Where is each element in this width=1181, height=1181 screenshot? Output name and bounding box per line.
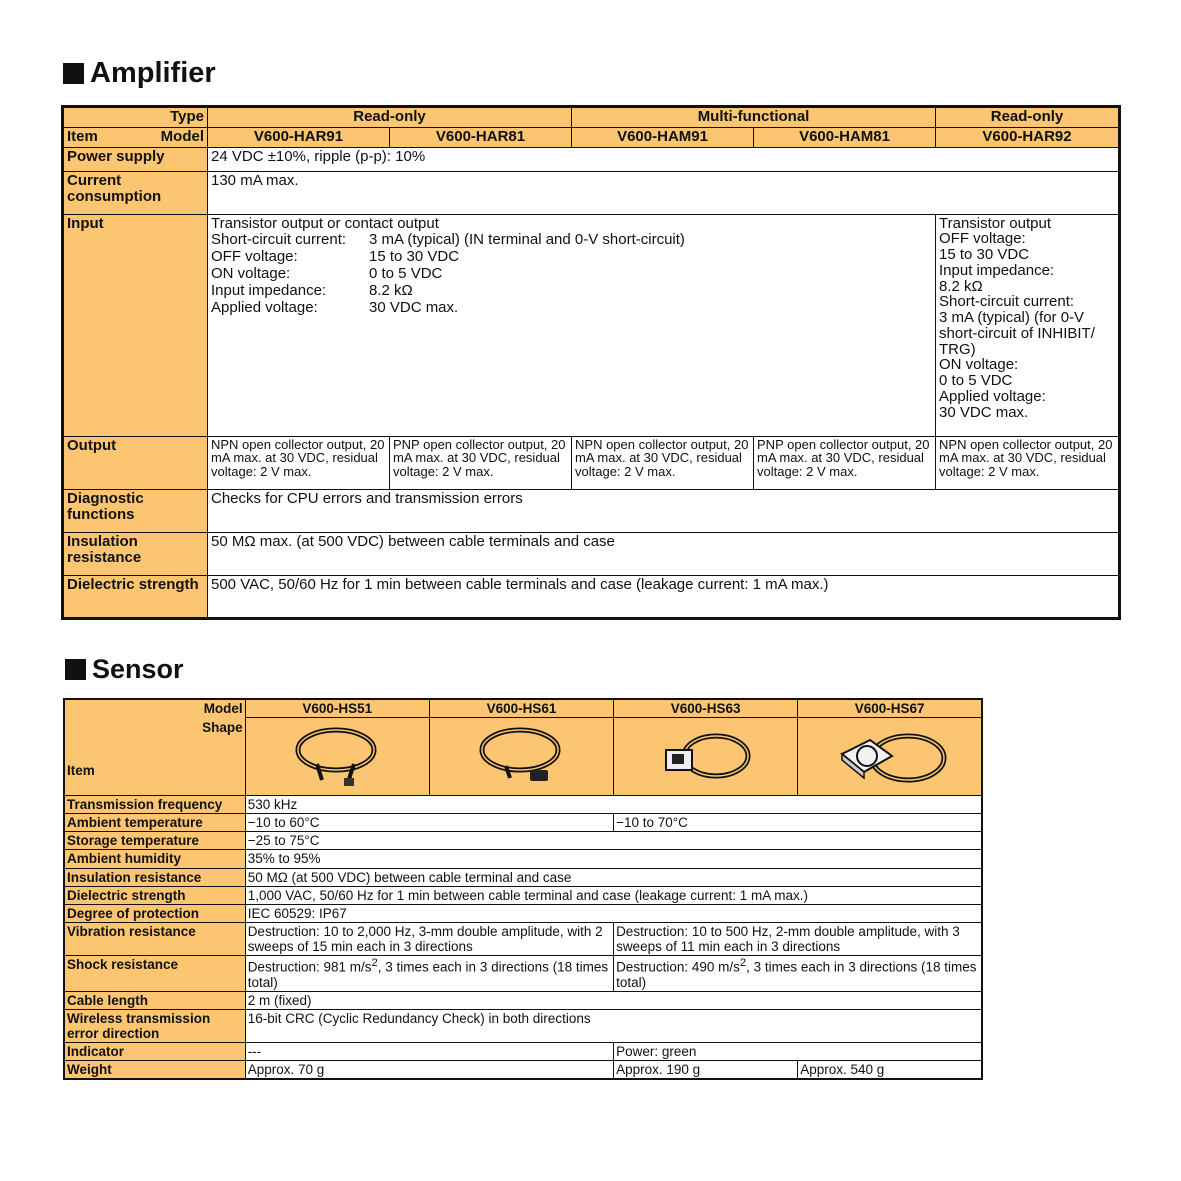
sen-tx-freq-label: Transmission frequency xyxy=(64,796,245,814)
sen-shock-b-post: , 3 times each in 3 directions (18 times total) xyxy=(616,959,977,990)
sen-storage-temp-label: Storage temperature xyxy=(64,832,245,850)
amp-input-label: Input xyxy=(63,214,208,436)
sen-shock-a xyxy=(245,956,613,992)
sen-ambient-temp-b: −10 to 70°C xyxy=(614,814,982,832)
amp-input-val: 3 mA (typical) (IN terminal and 0-V short-circuit) xyxy=(369,231,685,249)
sen-model-label: Model xyxy=(203,701,243,716)
sen-ambient-temp-a: −10 to 60°C xyxy=(245,814,613,832)
amp-input-value xyxy=(208,214,936,436)
amp-type-label: Type xyxy=(63,107,208,128)
amp-output-har81: PNP open collector output, 20 mA max. at 30 VDC, residual voltage: 2 V max. xyxy=(390,436,572,489)
amp-input-key: Applied voltage: xyxy=(211,298,318,316)
amp-model-har92: V600-HAR92 xyxy=(936,127,1120,147)
sen-weight-label: Weight xyxy=(64,1061,245,1080)
sen-header-model-row xyxy=(64,699,982,718)
sen-shock-b-pre: Destruction: 490 m/s xyxy=(616,959,740,975)
sen-insulation-value: 50 MΩ (at 500 VDC) between cable terminal and case xyxy=(245,868,982,886)
sen-protection-value: IEC 60529: IP67 xyxy=(245,904,982,922)
sen-dielectric-label: Dielectric strength xyxy=(64,886,245,904)
amp-row-output xyxy=(63,436,1120,489)
amp-output-ham91: NPN open collector output, 20 mA max. at 30 VDC, residual voltage: 2 V max. xyxy=(572,436,754,489)
amp-input-har92-line: ON voltage: xyxy=(939,356,1019,374)
amp-input-har92-line: Short-circuit current: xyxy=(939,293,1075,311)
sen-row-storage-temp xyxy=(64,832,982,850)
sen-cable-label: Cable length xyxy=(64,991,245,1009)
amp-model-label: Model xyxy=(160,127,204,145)
amp-input-har92-line: Applied voltage: xyxy=(939,387,1046,405)
amp-insulation-value: 50 MΩ max. (at 500 VDC) between cable terminals and case xyxy=(208,532,1120,575)
sen-shape-hs51 xyxy=(245,718,429,796)
amp-input-har92-line: 0 to 5 VDC xyxy=(939,372,1013,390)
sen-weight-a: Approx. 70 g xyxy=(245,1061,613,1080)
amp-input-key: Short-circuit current: xyxy=(211,231,347,249)
amp-input-val: 15 to 30 VDC xyxy=(369,248,460,266)
sen-wireless-label: Wireless transmission error direction xyxy=(64,1009,245,1042)
sen-header-label-cell xyxy=(64,699,245,796)
sen-vibration-label: Vibration resistance xyxy=(64,922,245,955)
amp-input-har92-line: 30 VDC max. xyxy=(939,403,1029,421)
amp-input-har92-line: 8.2 kΩ xyxy=(939,277,983,295)
square-sensor-cable-icon xyxy=(830,720,950,790)
amp-type-read-only-2: Read-only xyxy=(936,107,1120,128)
amp-power-supply-value: 24 VDC ±10%, ripple (p-p): 10% xyxy=(208,147,1120,171)
amp-input-har92-line: 3 mA (typical) (for 0-V xyxy=(939,309,1085,327)
sen-indicator-a: --- xyxy=(245,1043,613,1061)
sen-item-label: Item xyxy=(67,763,95,779)
sen-shock-label: Shock resistance xyxy=(64,956,245,992)
sen-model-hs63: V600-HS63 xyxy=(614,699,798,718)
sen-model-hs67: V600-HS67 xyxy=(798,699,982,718)
square-bullet-icon xyxy=(65,659,86,680)
sen-cable-value: 2 m (fixed) xyxy=(245,991,982,1009)
amp-type-read-only: Read-only xyxy=(208,107,572,128)
amp-input-har92-line: short-circuit of INHIBIT/ xyxy=(939,324,1095,342)
sen-row-protection xyxy=(64,904,982,922)
amp-model-har91: V600-HAR91 xyxy=(208,127,390,147)
amp-output-label: Output xyxy=(63,436,208,489)
sen-row-insulation xyxy=(64,868,982,886)
amp-model-ham81: V600-HAM81 xyxy=(754,127,936,147)
sen-dielectric-value: 1,000 VAC, 50/60 Hz for 1 min between cable terminal and case (leakage current: 1 mA max.) xyxy=(245,886,982,904)
amp-input-key: OFF voltage: xyxy=(211,248,298,266)
amp-input-har92-line: Input impedance: xyxy=(939,261,1055,279)
sen-shock-a-post: , 3 times each in 3 directions (18 times total) xyxy=(247,959,609,990)
amp-input-har92-line: Transistor output xyxy=(939,214,1052,232)
sen-indicator-b: Power: green xyxy=(614,1043,982,1061)
sen-tx-freq-value: 530 kHz xyxy=(245,796,982,814)
amp-row-power-supply xyxy=(63,147,1120,171)
sen-humidity-value: 35% to 95% xyxy=(245,850,982,868)
amp-current-label: Current consumption xyxy=(63,171,208,214)
sen-vibration-a: Destruction: 10 to 2,000 Hz, 3-mm double amplitude, with 2 sweeps of 15 min each in 3 directions xyxy=(245,922,613,955)
sen-model-hs51: V600-HS51 xyxy=(245,699,429,718)
amp-header-model-row xyxy=(63,127,1120,147)
sen-shape-hs63 xyxy=(614,718,798,796)
sen-shock-a-pre: Destruction: 981 m/s xyxy=(247,959,372,975)
amp-input-har92-line: TRG) xyxy=(939,340,976,358)
amp-output-har91: NPN open collector output, 20 mA max. at 30 VDC, residual voltage: 2 V max. xyxy=(208,436,390,489)
sen-shape-label: Shape xyxy=(202,720,243,736)
amplifier-title-text: Amplifier xyxy=(90,57,216,89)
sen-shape-hs67 xyxy=(798,718,982,796)
sen-shock-a-sup: 2 xyxy=(371,957,378,970)
sen-shape-hs61 xyxy=(429,718,613,796)
amp-input-key: Input impedance: xyxy=(211,281,327,299)
amp-input-val: 0 to 5 VDC xyxy=(369,264,443,282)
amp-dielectric-label: Dielectric strength xyxy=(63,575,208,618)
sen-shock-b-sup: 2 xyxy=(739,957,747,970)
sen-protection-label: Degree of protection xyxy=(64,904,245,922)
sen-wireless-value: 16-bit CRC (Cyclic Redundancy Check) in both directions xyxy=(245,1009,982,1042)
sen-row-cable xyxy=(64,991,982,1009)
sen-row-ambient-temp xyxy=(64,814,982,832)
amp-input-har92-line: 15 to 30 VDC xyxy=(939,246,1030,264)
sensor-spec-table xyxy=(63,698,983,1080)
amp-model-har81: V600-HAR81 xyxy=(390,127,572,147)
square-bullet-icon xyxy=(63,63,84,84)
amplifier-section-title xyxy=(63,57,216,90)
sen-row-shock xyxy=(64,956,982,992)
amp-input-key: ON voltage: xyxy=(211,264,291,282)
amp-type-multi-functional: Multi-functional xyxy=(572,107,936,128)
sen-row-wireless xyxy=(64,1009,982,1042)
sen-humidity-label: Ambient humidity xyxy=(64,850,245,868)
sen-row-tx-freq xyxy=(64,796,982,814)
sen-row-indicator xyxy=(64,1043,982,1061)
box-sensor-cable-icon xyxy=(656,720,756,790)
amp-dielectric-value: 500 VAC, 50/60 Hz for 1 min between cable terminals and case (leakage current: 1 mA max.) xyxy=(208,575,1120,618)
sen-weight-c: Approx. 540 g xyxy=(798,1061,982,1080)
amp-item-model-cell xyxy=(63,127,208,147)
amp-model-ham91: V600-HAM91 xyxy=(572,127,754,147)
amp-header-type-row xyxy=(63,107,1120,128)
amp-current-value: 130 mA max. xyxy=(208,171,1120,214)
amp-input-har92-line: OFF voltage: xyxy=(939,230,1026,248)
cable-coil-icon xyxy=(292,720,382,790)
amp-insulation-label: Insulation resistance xyxy=(63,532,208,575)
sen-weight-b: Approx. 190 g xyxy=(614,1061,798,1080)
amp-output-ham81: PNP open collector output, 20 mA max. at 30 VDC, residual voltage: 2 V max. xyxy=(754,436,936,489)
amp-row-current xyxy=(63,171,1120,214)
amp-row-input xyxy=(63,214,1120,436)
amp-output-har92: NPN open collector output, 20 mA max. at 30 VDC, residual voltage: 2 V max. xyxy=(936,436,1120,489)
amp-power-supply-label: Power supply xyxy=(63,147,208,171)
sen-insulation-label: Insulation resistance xyxy=(64,868,245,886)
amp-row-diagnostic xyxy=(63,489,1120,532)
sensor-title-text: Sensor xyxy=(92,654,184,684)
amp-input-har92-value xyxy=(936,214,1120,436)
sen-shock-b xyxy=(614,956,982,992)
sen-row-weight xyxy=(64,1061,982,1080)
sen-storage-temp-value: −25 to 75°C xyxy=(245,832,982,850)
sen-row-humidity xyxy=(64,850,982,868)
amplifier-spec-table xyxy=(61,105,1121,620)
amp-input-line1: Transistor output or contact output xyxy=(211,214,439,232)
amp-row-insulation xyxy=(63,532,1120,575)
amp-item-label: Item xyxy=(67,127,98,145)
sensor-section-title xyxy=(65,654,184,685)
amp-input-val: 8.2 kΩ xyxy=(369,281,413,299)
amp-row-dielectric xyxy=(63,575,1120,618)
amp-diagnostic-value: Checks for CPU errors and transmission errors xyxy=(208,489,1120,532)
sen-row-vibration xyxy=(64,922,982,955)
sen-indicator-label: Indicator xyxy=(64,1043,245,1061)
sen-vibration-b: Destruction: 10 to 500 Hz, 2-mm double amplitude, with 3 sweeps of 11 min each in 3 directions xyxy=(614,922,982,955)
amp-diagnostic-label: Diagnostic functions xyxy=(63,489,208,532)
sen-ambient-temp-label: Ambient temperature xyxy=(64,814,245,832)
sen-model-hs61: V600-HS61 xyxy=(429,699,613,718)
cable-coil-icon xyxy=(476,720,566,790)
amp-input-pairs xyxy=(211,232,932,316)
amp-input-val: 30 VDC max. xyxy=(369,298,459,316)
sen-row-dielectric xyxy=(64,886,982,904)
